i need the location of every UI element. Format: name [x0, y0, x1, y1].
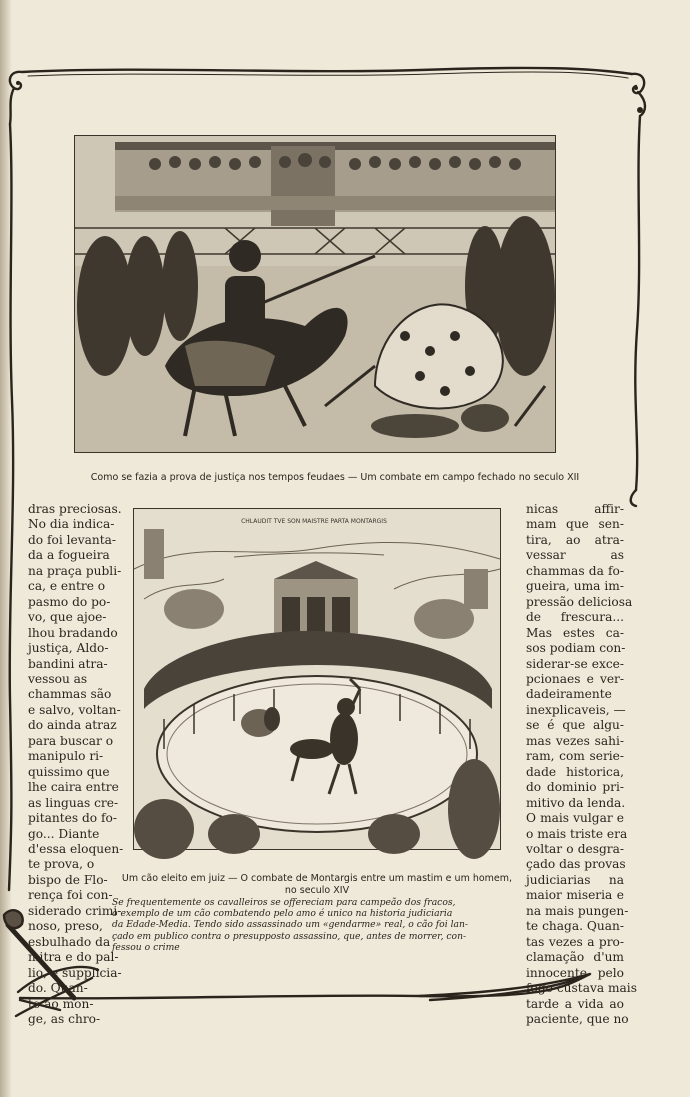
- right-column-line: dade historica,: [526, 764, 624, 779]
- left-column-line: d'essa eloquen-: [28, 841, 124, 856]
- left-column-line: lio, e supplicia-: [28, 965, 122, 980]
- left-column-line: pasmo do po-: [28, 594, 111, 609]
- right-column-line: fogo custava mais: [526, 981, 637, 996]
- figure-tournament-illustration: [74, 135, 556, 453]
- right-column-line: inexplicaveis, —: [526, 702, 626, 717]
- right-column-line: de frescura...: [526, 610, 624, 625]
- right-column-line: clamação d'um: [526, 950, 624, 965]
- figure-tournament-caption: Como se fazia a prova de justiça nos tempos feudaes — Um combate em campo fechado no seculo XII: [90, 472, 580, 483]
- left-column-line: chammas são: [28, 687, 112, 702]
- left-column-line: e salvo, voltan-: [28, 702, 121, 717]
- montargis-caption-line1: Um cão eleito em juiz — O combate de Montargis entre um mastim e um homem,: [121, 873, 513, 884]
- left-column-line: mitra e do pal-: [28, 950, 119, 965]
- right-column-line: çado das provas: [526, 857, 626, 872]
- left-column-line: No dia indica-: [28, 517, 115, 532]
- right-column-line: tira, ao atra-: [526, 532, 624, 547]
- right-column-line: sos podiam con-: [526, 641, 626, 656]
- montargis-engraving: [134, 509, 500, 849]
- left-column-line: para buscar o: [28, 733, 114, 748]
- right-column-line: mitivo da lenda.: [526, 795, 626, 810]
- left-column-line: te prova, o: [28, 857, 95, 872]
- note-line: çado em publico contra o presupposto assassino, que, antes de morrer, con-: [112, 930, 467, 942]
- left-column-line: to ao mon-: [28, 996, 94, 1011]
- left-column-line: ca, e entre o: [28, 579, 106, 594]
- left-column-line: vessou as: [28, 671, 88, 686]
- left-column-line: pitantes do fo-: [28, 811, 117, 826]
- right-column-line: pcionaes e ver-: [526, 671, 624, 686]
- left-column-line: na praça publi-: [28, 563, 122, 578]
- figure-montargis-caption: [112, 873, 522, 897]
- right-column-line: judiciarias na: [526, 872, 624, 887]
- right-column-line: vessar as: [526, 548, 624, 563]
- right-column-line: mas vezes sahi-: [526, 733, 624, 748]
- right-column-line: na mais pungen-: [526, 903, 629, 918]
- left-column-line: dras preciosas.: [28, 502, 122, 516]
- note-line: Se frequentemente os cavalleiros se offereciam para campeão dos fracos,: [112, 897, 456, 908]
- right-column-line: innocente pelo: [526, 965, 624, 980]
- note-line: o exemplo de um cão combatendo pelo amo é unico na historia judiciaria: [112, 908, 453, 920]
- left-column-line: bandini atra-: [28, 656, 108, 671]
- figure-montargis-illustration: [133, 508, 501, 850]
- left-column-line: noso, preso,: [28, 919, 103, 934]
- montargis-banner-text: CHLAUDIT TVE SON MAISTRE PARTA MONTARGIS: [241, 518, 387, 525]
- left-column-line: do. Quan-: [28, 981, 88, 996]
- right-column-line: O mais vulgar e: [526, 811, 624, 826]
- left-text-column: [28, 502, 124, 1027]
- right-column-line: siderar-se exce-: [526, 656, 624, 671]
- note-line: da Edade-Media. Tendo sido assassinado um «gendarme» real, o cão foi lan-: [112, 919, 469, 931]
- right-column-line: tarde a vida ao: [526, 996, 624, 1011]
- left-column-line: da a fogueira: [28, 548, 110, 563]
- left-column-line: justiça, Aldo-: [28, 641, 109, 656]
- left-column-line: rença foi con-: [28, 888, 113, 903]
- right-column-line: do dominio pri-: [526, 780, 624, 795]
- left-column-line: do foi levanta-: [28, 532, 117, 547]
- right-column-line: se é que algu-: [526, 718, 624, 733]
- right-column-line: te chaga. Quan-: [526, 919, 624, 934]
- right-column-line: maior miseria e: [526, 888, 624, 903]
- right-column-line: paciente, que no: [526, 1011, 629, 1026]
- right-text-column: [526, 502, 637, 1027]
- left-column-line: do ainda atraz: [28, 718, 117, 733]
- montargis-note: [112, 897, 522, 953]
- right-column-line: mam que sen-: [526, 517, 624, 532]
- left-column-line: go... Diante: [28, 826, 100, 841]
- right-column-line: Mas estes ca-: [526, 625, 624, 640]
- left-column-line: as linguas cre-: [28, 795, 119, 810]
- right-column-line: ram, com serie-: [526, 749, 624, 764]
- right-column-line: voltar o desgra-: [526, 841, 624, 856]
- left-column-line: manipulo ri-: [28, 749, 104, 764]
- left-column-line: bispo de Flo-: [28, 872, 108, 887]
- montargis-caption-line2: no seculo XIV: [284, 885, 350, 896]
- right-column-line: tas vezes a pro-: [526, 934, 624, 949]
- right-column-line: gueira, uma im-: [526, 579, 624, 594]
- left-column-line: siderado crimi-: [28, 903, 122, 918]
- left-column-line: esbulhado da: [28, 934, 111, 949]
- left-column-line: lhe caira entre: [28, 780, 119, 795]
- left-column-line: ge, as chro-: [28, 1011, 101, 1026]
- tournament-engraving: [75, 136, 555, 452]
- note-line: fessou o crime: [112, 941, 180, 953]
- left-column-line: quissimo que: [28, 764, 110, 779]
- right-column-line: o mais triste era: [526, 826, 628, 841]
- left-column-line: vo, que ajoe-: [28, 610, 107, 625]
- right-column-line: chammas da fo-: [526, 563, 624, 578]
- right-column-line: pressão deliciosa: [526, 594, 633, 609]
- right-column-line: nicas affir-: [526, 502, 624, 516]
- right-column-line: dadeiramente: [526, 687, 612, 702]
- left-column-line: lhou bradando: [28, 625, 118, 640]
